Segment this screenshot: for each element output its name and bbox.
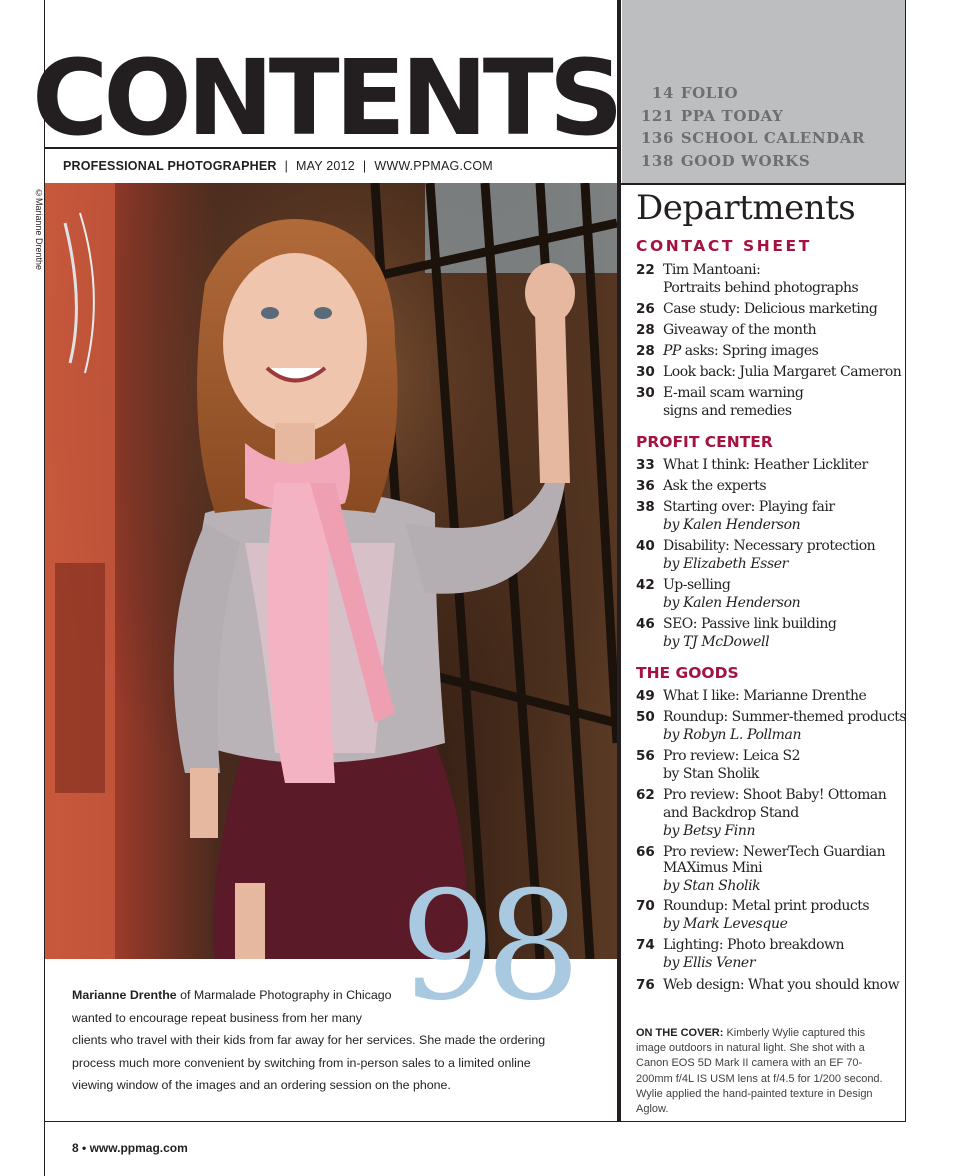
toc-title: Lighting: Photo breakdown xyxy=(663,937,845,953)
right-frame-line xyxy=(905,0,906,1122)
toc-title: Case study: Delicious marketing xyxy=(663,301,878,317)
toc-byline: by Stan Sholik xyxy=(663,878,761,894)
toc-title: Disability: Necessary protection xyxy=(663,538,876,554)
toc-page-number: 26 xyxy=(636,301,655,317)
feature-page-number: 98 xyxy=(400,860,571,1034)
caption-line: viewing window of the images and an ordering session on the phone. xyxy=(72,1078,451,1092)
toc-page-number: 38 xyxy=(636,499,655,515)
toc-page-number: 66 xyxy=(636,844,655,860)
departments-heading: Departments xyxy=(636,188,856,228)
toc-page-number: 74 xyxy=(636,937,655,953)
toc-page-number: 42 xyxy=(636,577,655,593)
bullet: • xyxy=(82,1141,87,1155)
toc-page-number: 50 xyxy=(636,709,655,725)
folio-item[interactable] xyxy=(634,127,865,150)
toc-title: Pro review: Shoot Baby! Ottoman xyxy=(663,787,887,803)
toc-title-continued: Portraits behind photographs xyxy=(663,280,859,296)
toc-title: Up-selling xyxy=(663,577,731,593)
bottom-rule xyxy=(44,1121,906,1122)
toc-title: Starting over: Playing fair xyxy=(663,499,835,515)
toc-page-number: 56 xyxy=(636,748,655,764)
toc-byline: by Kalen Henderson xyxy=(663,595,801,611)
folio-label: SCHOOL CALENDAR xyxy=(680,129,866,147)
toc-title-continued: and Backdrop Stand xyxy=(663,805,799,821)
folio-page-number: 138 xyxy=(640,151,674,170)
toc-title: Tim Mantoani: xyxy=(663,262,761,278)
toc-page-number: 33 xyxy=(636,457,655,473)
toc-page-number: 70 xyxy=(636,898,655,914)
girl-portrait-image xyxy=(45,183,617,959)
caption-line: clients who travel with their kids from far away for her services. She made the ordering xyxy=(72,1033,546,1047)
folio-page-number: 14 xyxy=(651,84,674,102)
cover-photo[interactable] xyxy=(45,183,617,959)
toc-byline: by Robyn L. Pollman xyxy=(663,727,802,743)
toc-title: Pro review: Leica S2 xyxy=(663,748,800,764)
website-link[interactable]: WWW.PPMAG.COM xyxy=(374,159,493,173)
masthead-subline xyxy=(63,159,493,173)
section-profit-center: PROFIT CENTER xyxy=(636,433,773,451)
toc-title: E-mail scam warning xyxy=(663,385,804,401)
toc-title-em: PP xyxy=(663,343,681,359)
toc-title: Giveaway of the month xyxy=(663,322,817,338)
folio-item[interactable] xyxy=(634,105,865,128)
issue-date: MAY 2012 xyxy=(296,159,355,173)
separator: | xyxy=(284,159,289,173)
toc-title: Roundup: Summer-themed products xyxy=(663,709,907,725)
toc-page-number: 30 xyxy=(636,385,655,401)
toc-byline: by Mark Levesque xyxy=(663,916,788,932)
on-the-cover-note xyxy=(636,1026,894,1117)
toc-title xyxy=(663,342,818,360)
toc-title: Roundup: Metal print products xyxy=(663,898,870,914)
caption-line xyxy=(72,984,580,1007)
cover-note-text: Kimberly Wylie captured this image outdoors in natural light. She shot with a Canon EOS 5D Mark II camera with an EF 70-200mm f/4L IS USM lens at f/4.5 for 1/200 second. Wylie applied the hand-painted texture in Design Aglow. xyxy=(636,1027,883,1116)
toc-title-continued: signs and remedies xyxy=(663,403,792,419)
photo-credit: ©Marianne Drenthe xyxy=(34,188,44,271)
photo-caption xyxy=(72,984,580,1097)
folio-item[interactable] xyxy=(634,150,865,173)
folio-page-number: 121 xyxy=(640,106,674,125)
toc-byline: by Kalen Henderson xyxy=(663,517,801,533)
caption-line: process much more convenient by switching from in-person sales to a limited online xyxy=(72,1055,531,1070)
section-contact-sheet: CONTACT SHEET xyxy=(636,237,812,255)
toc-page-number: 76 xyxy=(636,977,655,993)
folio-item[interactable] xyxy=(634,82,865,105)
toc-page-number: 22 xyxy=(636,262,655,278)
folio-label: FOLIO xyxy=(680,84,739,102)
folio-page-number: 136 xyxy=(640,129,674,147)
toc-byline: by Ellis Vener xyxy=(663,955,756,971)
toc-byline: by TJ McDowell xyxy=(663,634,770,650)
footer-url[interactable]: www.ppmag.com xyxy=(89,1141,188,1155)
toc-page-number: 62 xyxy=(636,787,655,803)
section-the-goods: THE GOODS xyxy=(636,664,739,682)
toc-title: What I think: Heather Lickliter xyxy=(663,457,868,473)
cover-note-lead: ON THE COVER: xyxy=(636,1027,724,1039)
toc-byline: by Betsy Finn xyxy=(663,823,756,839)
toc-page-number: 28 xyxy=(636,343,655,359)
page-number: 8 xyxy=(72,1141,79,1155)
toc-title: Web design: What you should know xyxy=(663,977,900,993)
folio-label: GOOD WORKS xyxy=(680,151,811,170)
caption-text: of Marmalade Photography in Chicago xyxy=(176,988,392,1002)
separator: | xyxy=(362,159,367,173)
toc-page-number: 46 xyxy=(636,616,655,632)
page-footer xyxy=(72,1141,188,1155)
photographer-name: Marianne Drenthe xyxy=(72,988,177,1002)
toc-title: What I like: Marianne Drenthe xyxy=(663,688,867,704)
toc-title-continued: MAXimus Mini xyxy=(663,860,763,876)
toc-title: Ask the experts xyxy=(663,478,767,494)
toc-title: SEO: Passive link building xyxy=(663,616,837,632)
toc-page-number: 36 xyxy=(636,478,655,494)
toc-page-number: 28 xyxy=(636,322,655,338)
folio-list xyxy=(634,82,865,172)
toc-byline: by Elizabeth Esser xyxy=(663,556,788,572)
folio-label: PPA TODAY xyxy=(680,106,784,125)
toc-title: Pro review: NewerTech Guardian xyxy=(663,844,886,860)
toc-title-rest: asks: Spring images xyxy=(680,343,819,359)
publication-name: PROFESSIONAL PHOTOGRAPHER xyxy=(63,159,277,173)
toc-page-number: 40 xyxy=(636,538,655,554)
toc-title-continued: by Stan Sholik xyxy=(663,766,759,782)
center-divider xyxy=(617,0,621,1122)
toc-page-number: 49 xyxy=(636,688,655,704)
toc-title: Look back: Julia Margaret Cameron xyxy=(663,364,902,380)
page-title: CONTENTS xyxy=(32,37,619,159)
caption-line: wanted to encourage repeat business from her many xyxy=(72,1010,362,1025)
toc-page-number: 30 xyxy=(636,364,655,380)
